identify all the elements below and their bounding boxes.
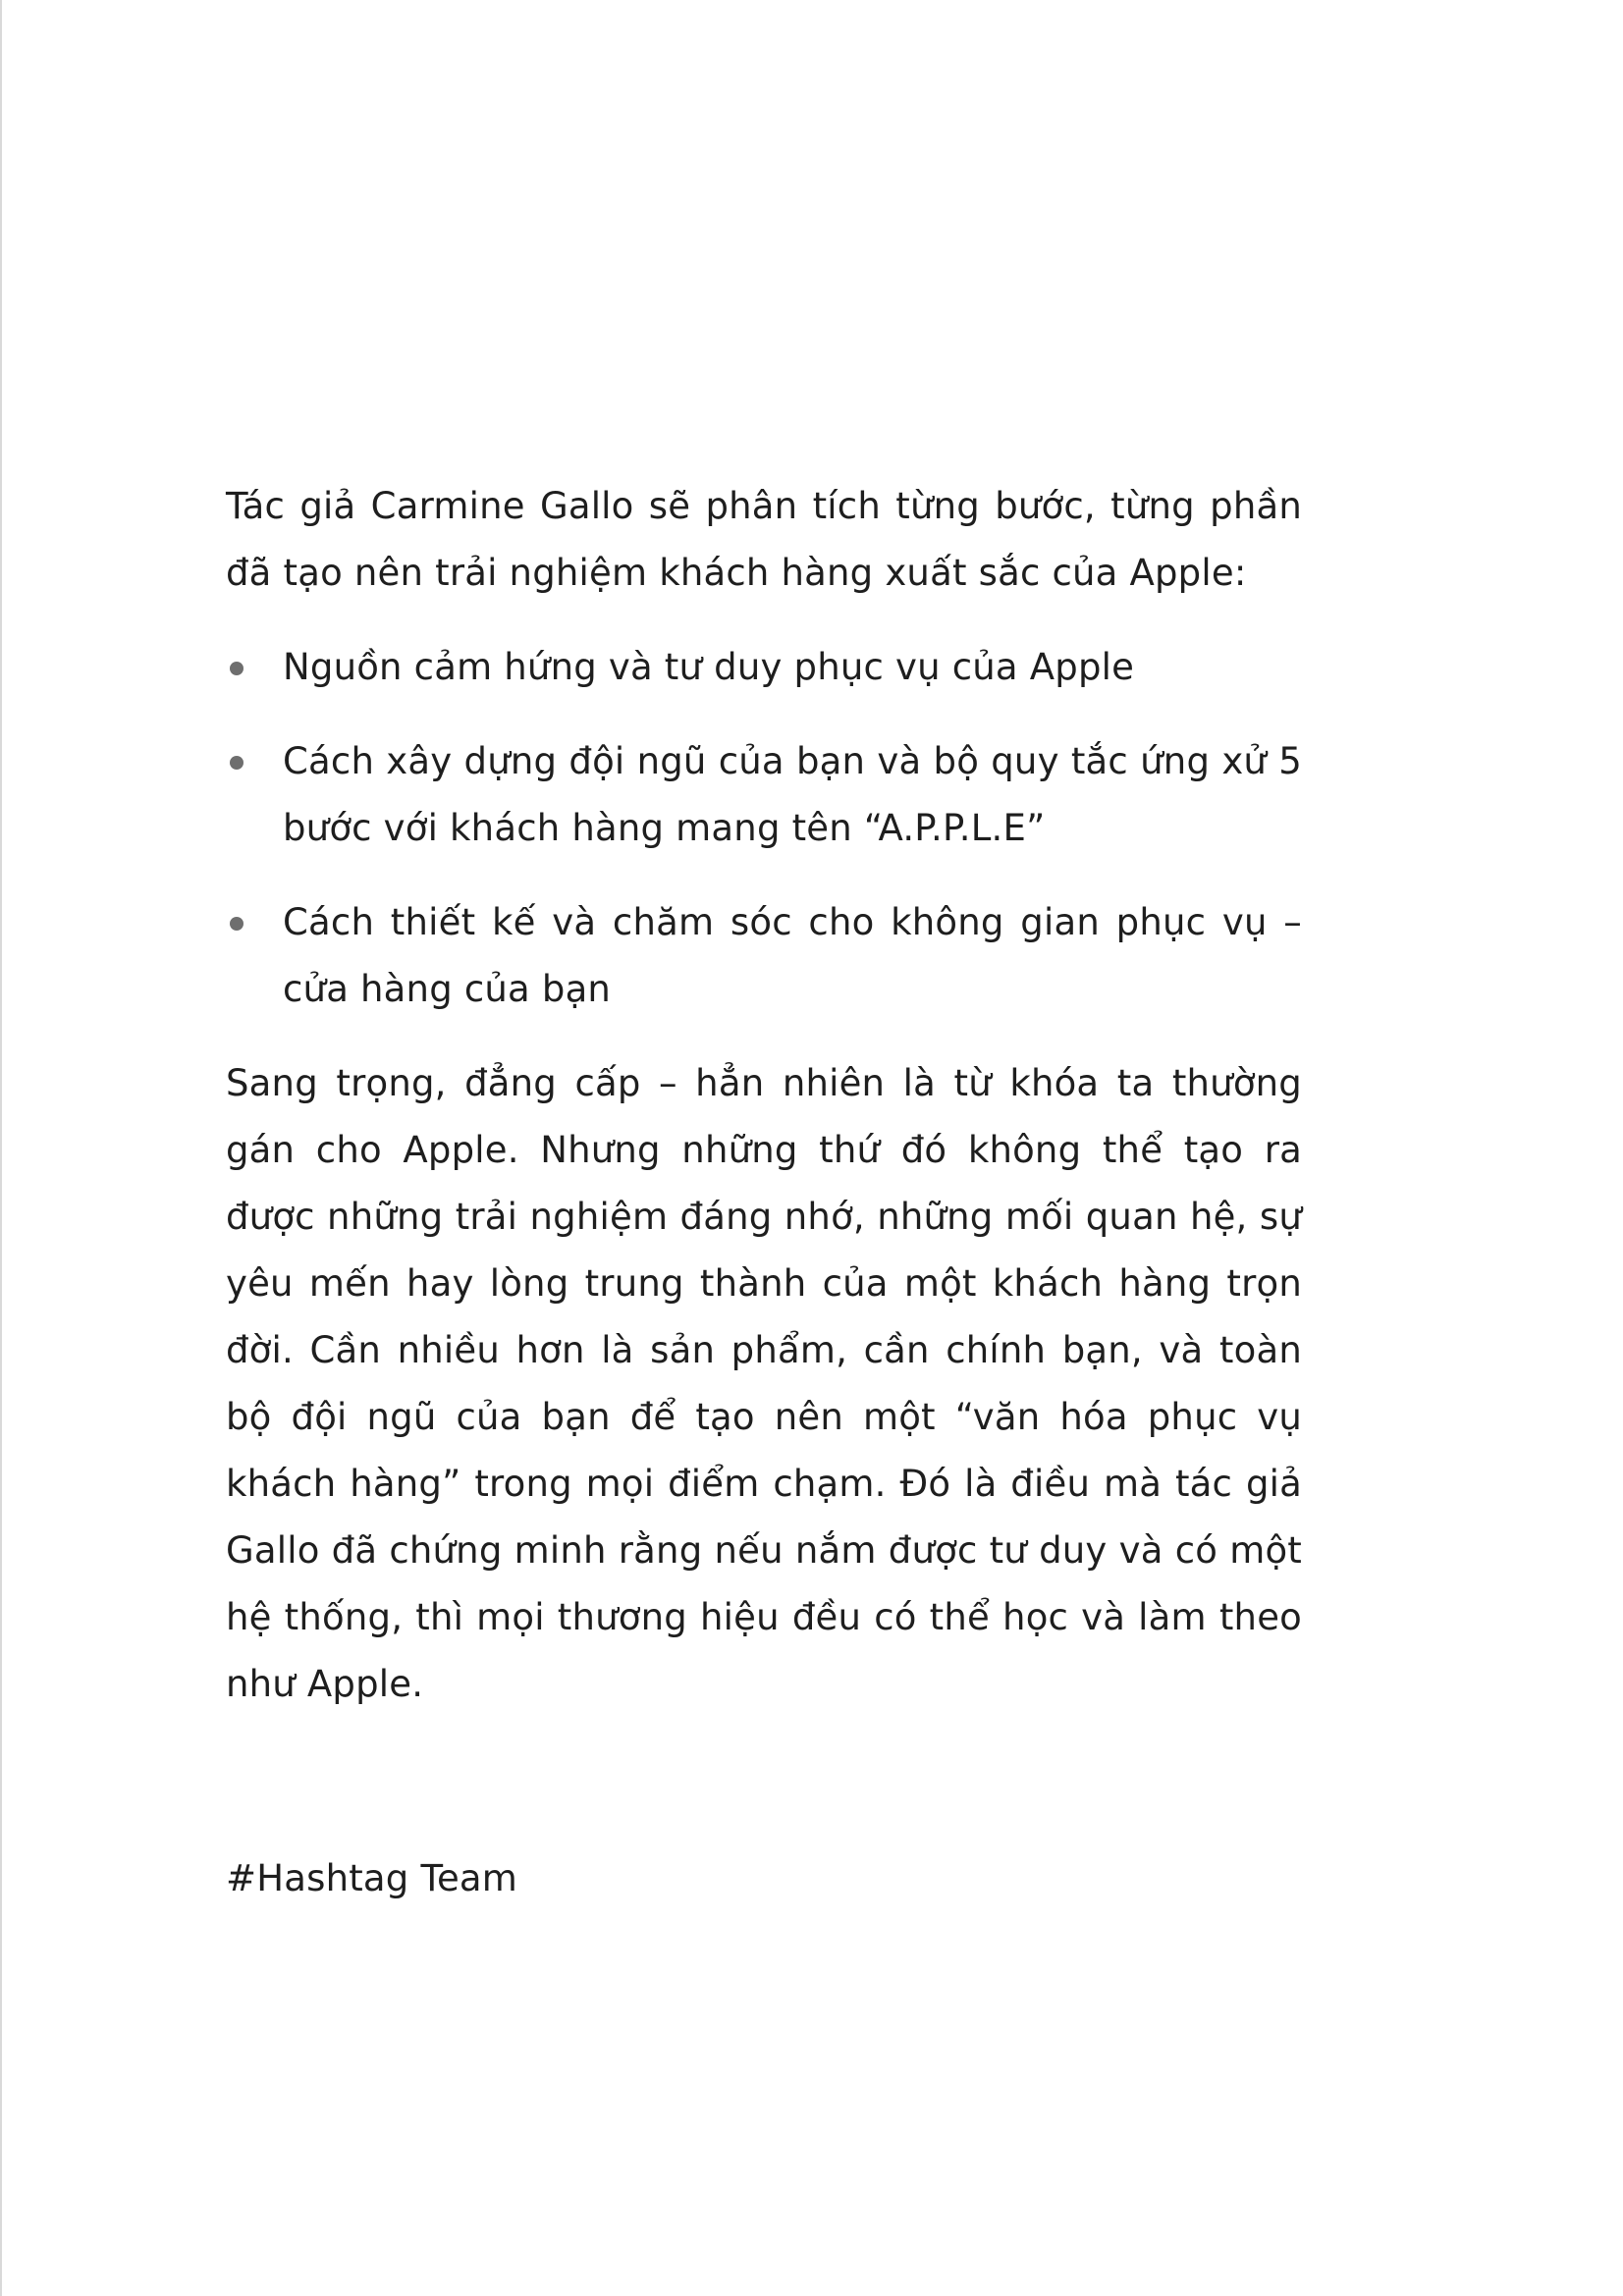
list-item <box>226 634 1302 701</box>
intro-paragraph: Tác giả Carmine Gallo sẽ phân tích từng bước, từng phần đã tạo nên trải nghiệm khách hàng xuất sắc của Apple: <box>226 485 1302 594</box>
list-item <box>226 889 1302 1023</box>
list-item-text: Nguồn cảm hứng và tư duy phục vụ của Apple <box>283 646 1135 688</box>
signature: #Hashtag Team <box>226 1857 518 1899</box>
bullet-dot-icon <box>230 756 243 770</box>
list-item <box>226 728 1302 862</box>
page-content <box>226 473 1302 1912</box>
body-paragraph: Sang trọng, đẳng cấp – hẳn nhiên là từ khóa ta thường gán cho Apple. Nhưng những thứ đó không thể tạo ra được những trải nghiệm đáng nhớ, những mối quan hệ, sự yêu mến hay lòng trung thành của một khách hàng trọn đời. Cần nhiều hơn là sản phẩm, cần chính bạn, và toàn bộ đội ngũ của bạn để tạo nên một “văn hóa phục vụ khách hàng” trong mọi điểm chạm. Đó là điều mà tác giả Gallo đã chứng minh rằng nếu nắm được tư duy và có một hệ thống, thì mọi thương hiệu đều có thể học và làm theo như Apple. <box>226 1062 1302 1705</box>
list-item-text: Cách thiết kế và chăm sóc cho không gian phục vụ – cửa hàng của bạn <box>283 901 1302 1010</box>
bullet-list <box>226 634 1302 1023</box>
bullet-dot-icon <box>230 662 243 675</box>
list-item-text: Cách xây dựng đội ngũ của bạn và bộ quy tắc ứng xử 5 bước với khách hàng mang tên “A.P.P.L.E” <box>283 740 1302 849</box>
bullet-dot-icon <box>230 917 243 931</box>
